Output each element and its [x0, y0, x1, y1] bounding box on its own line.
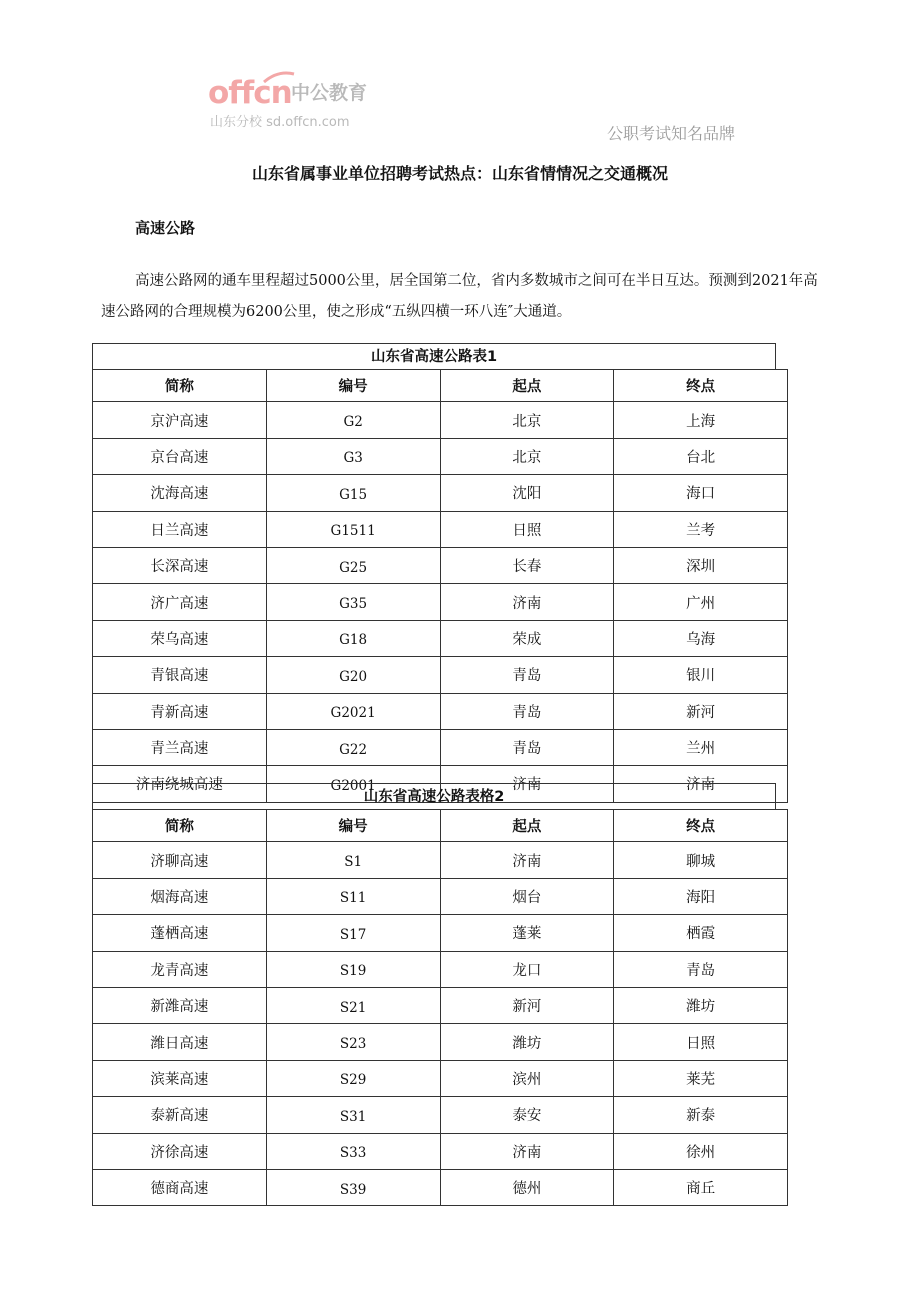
cell-start: 荣成 — [440, 620, 614, 656]
section-heading: 高速公路 — [135, 219, 196, 237]
cell-name: 京沪高速 — [93, 402, 267, 438]
table-row — [93, 878, 788, 914]
table-header-row — [93, 810, 788, 842]
cell-name: 荣乌高速 — [93, 620, 267, 656]
cell-code: S33 — [266, 1133, 440, 1169]
table-row — [93, 1060, 788, 1096]
cell-start: 济南 — [440, 842, 614, 878]
expressway-table-1 — [92, 343, 788, 803]
cell-name: 日兰高速 — [93, 511, 267, 547]
cell-name: 龙青高速 — [93, 951, 267, 987]
cell-end: 聊城 — [614, 842, 788, 878]
cell-code: S39 — [266, 1169, 440, 1205]
cell-end: 潍坊 — [614, 987, 788, 1023]
cell-start: 北京 — [440, 438, 614, 474]
table-row — [93, 915, 788, 951]
cell-start: 新河 — [440, 987, 614, 1023]
cell-code: G15 — [266, 475, 440, 511]
cell-name: 烟海高速 — [93, 878, 267, 914]
cell-code: G2 — [266, 402, 440, 438]
cell-end: 徐州 — [614, 1133, 788, 1169]
table-row — [93, 842, 788, 878]
table-1-caption: 山东省高速公路表1 — [92, 343, 776, 369]
logo-subtitle: 山东分校 sd.offcn.com — [210, 115, 350, 130]
cell-name: 济南绕城高速 — [93, 766, 267, 802]
cell-name: 蓬栖高速 — [93, 915, 267, 951]
cell-end: 银川 — [614, 657, 788, 693]
cell-end: 海阳 — [614, 878, 788, 914]
cell-start: 济南 — [440, 1133, 614, 1169]
header-end: 终点 — [614, 370, 788, 402]
cell-code: S19 — [266, 951, 440, 987]
cell-name: 长深高速 — [93, 547, 267, 583]
header-slogan: 公职考试知名品牌 — [607, 124, 736, 143]
table-row — [93, 1169, 788, 1205]
cell-start: 青岛 — [440, 693, 614, 729]
header-end: 终点 — [614, 810, 788, 842]
cell-end: 上海 — [614, 402, 788, 438]
cell-code: G35 — [266, 584, 440, 620]
cell-start: 日照 — [440, 511, 614, 547]
cell-name: 德商高速 — [93, 1169, 267, 1205]
table-row — [93, 693, 788, 729]
table-header-row — [93, 370, 788, 402]
cell-start: 龙口 — [440, 951, 614, 987]
cell-code: S1 — [266, 842, 440, 878]
cell-code: S31 — [266, 1097, 440, 1133]
cell-code: G20 — [266, 657, 440, 693]
cell-start: 济南 — [440, 766, 614, 802]
cell-name: 泰新高速 — [93, 1097, 267, 1133]
cell-end: 兰州 — [614, 729, 788, 765]
cell-name: 济广高速 — [93, 584, 267, 620]
cell-code: G22 — [266, 729, 440, 765]
table-row — [93, 475, 788, 511]
intro-paragraph — [101, 266, 831, 328]
cell-end: 海口 — [614, 475, 788, 511]
cell-end: 兰考 — [614, 511, 788, 547]
cell-name: 沈海高速 — [93, 475, 267, 511]
cell-code: S17 — [266, 915, 440, 951]
table-row — [93, 547, 788, 583]
cell-start: 蓬莱 — [440, 915, 614, 951]
header-name: 简称 — [93, 810, 267, 842]
table-row — [93, 657, 788, 693]
cell-start: 青岛 — [440, 657, 614, 693]
cell-code: G3 — [266, 438, 440, 474]
header-start: 起点 — [440, 810, 614, 842]
cell-end: 商丘 — [614, 1169, 788, 1205]
cell-start: 烟台 — [440, 878, 614, 914]
cell-start: 济南 — [440, 584, 614, 620]
cell-name: 济徐高速 — [93, 1133, 267, 1169]
cell-start: 泰安 — [440, 1097, 614, 1133]
table-row — [93, 987, 788, 1023]
header-name: 简称 — [93, 370, 267, 402]
cell-code: S23 — [266, 1024, 440, 1060]
expressway-table-2 — [92, 783, 788, 1206]
table-1-grid — [92, 369, 788, 803]
table-row — [93, 511, 788, 547]
cell-end: 台北 — [614, 438, 788, 474]
header-code: 编号 — [266, 810, 440, 842]
cell-code: G2001 — [266, 766, 440, 802]
cell-end: 新河 — [614, 693, 788, 729]
table-row — [93, 438, 788, 474]
cell-name: 潍日高速 — [93, 1024, 267, 1060]
cell-code: G18 — [266, 620, 440, 656]
cell-name: 青兰高速 — [93, 729, 267, 765]
cell-end: 青岛 — [614, 951, 788, 987]
table-row — [93, 402, 788, 438]
table-row — [93, 620, 788, 656]
table-row — [93, 584, 788, 620]
header-start: 起点 — [440, 370, 614, 402]
intro-paragraph-text: 高速公路网的通车里程超过5000公里，居全国第二位，省内多数城市之间可在半日互达。预测到2021年高速公路网的合理规模为6200公里，使之形成“五纵四横一环八连″大通道。 — [101, 273, 818, 320]
table-2-caption: 山东省高速公路表格2 — [92, 783, 776, 809]
cell-start: 北京 — [440, 402, 614, 438]
table-2-grid — [92, 809, 788, 1206]
cell-name: 济聊高速 — [93, 842, 267, 878]
logo-brand: offcn — [208, 75, 292, 111]
cell-end: 新泰 — [614, 1097, 788, 1133]
cell-end: 广州 — [614, 584, 788, 620]
cell-start: 长春 — [440, 547, 614, 583]
table-row — [93, 729, 788, 765]
cell-start: 德州 — [440, 1169, 614, 1205]
cell-name: 青新高速 — [93, 693, 267, 729]
offcn-logo — [208, 68, 383, 134]
page-title: 山东省属事业单位招聘考试热点：山东省情情况之交通概况 — [251, 164, 668, 183]
cell-name: 京台高速 — [93, 438, 267, 474]
cell-name: 滨莱高速 — [93, 1060, 267, 1096]
cell-start: 青岛 — [440, 729, 614, 765]
table-row — [93, 951, 788, 987]
cell-start: 潍坊 — [440, 1024, 614, 1060]
table-row — [93, 1133, 788, 1169]
cell-end: 日照 — [614, 1024, 788, 1060]
cell-start: 滨州 — [440, 1060, 614, 1096]
header-code: 编号 — [266, 370, 440, 402]
cell-code: S29 — [266, 1060, 440, 1096]
table-row — [93, 1097, 788, 1133]
cell-code: G2021 — [266, 693, 440, 729]
cell-code: G1511 — [266, 511, 440, 547]
cell-start: 沈阳 — [440, 475, 614, 511]
cell-code: S21 — [266, 987, 440, 1023]
cell-name: 新潍高速 — [93, 987, 267, 1023]
cell-end: 栖霞 — [614, 915, 788, 951]
cell-end: 莱芜 — [614, 1060, 788, 1096]
cell-code: S11 — [266, 878, 440, 914]
cell-end: 济南 — [614, 766, 788, 802]
cell-code: G25 — [266, 547, 440, 583]
cell-name: 青银高速 — [93, 657, 267, 693]
table-row — [93, 1024, 788, 1060]
cell-end: 乌海 — [614, 620, 788, 656]
logo-brand-cn: 中公教育 — [291, 82, 368, 104]
cell-end: 深圳 — [614, 547, 788, 583]
